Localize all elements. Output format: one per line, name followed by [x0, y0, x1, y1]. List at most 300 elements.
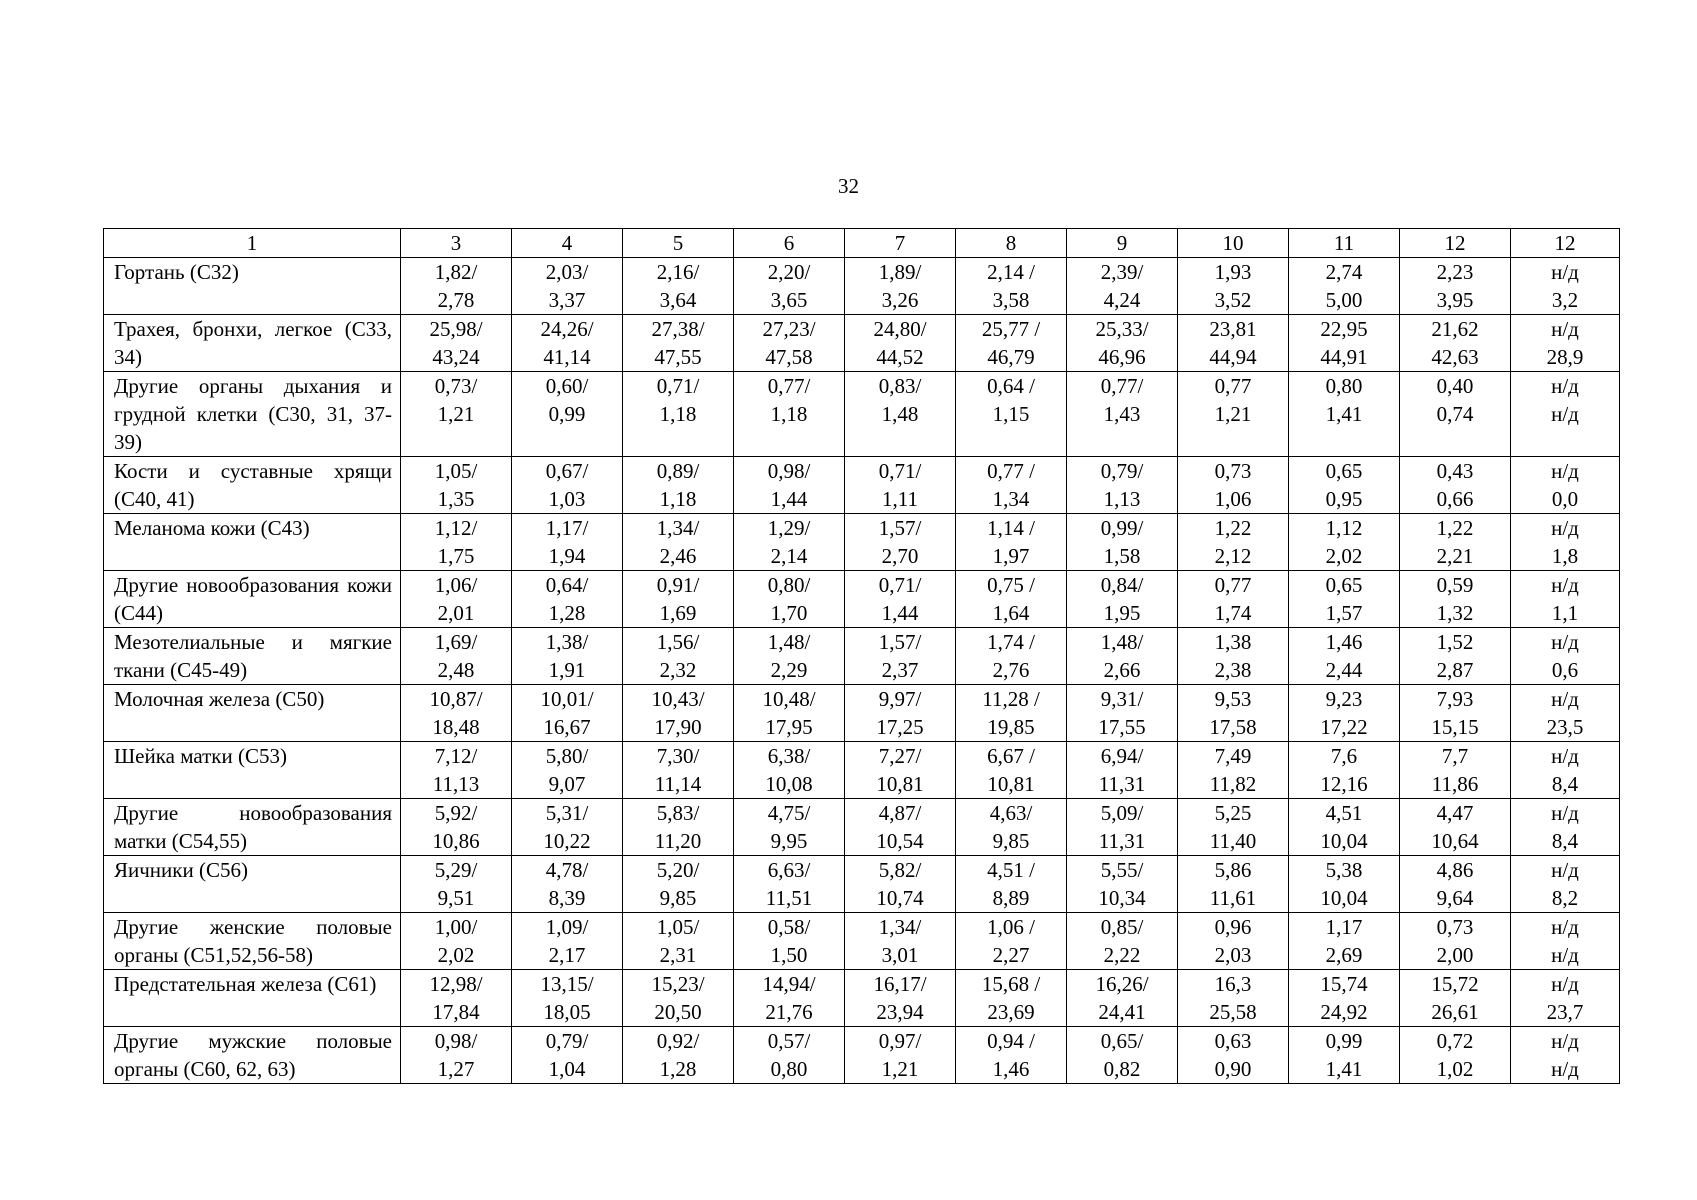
cell-value-top: н/д	[1551, 260, 1579, 284]
cell-value-bottom: 9,07	[548, 772, 586, 796]
cell-value-bottom: 18,48	[432, 715, 480, 739]
table-cell	[401, 799, 512, 856]
cell-value-bottom: 28,9	[1546, 345, 1584, 369]
cell-value-bottom: 0,82	[1103, 1057, 1141, 1081]
cell-value-bottom: 1,58	[1103, 544, 1141, 568]
table-cell	[1511, 856, 1620, 913]
table-cell	[1511, 514, 1620, 571]
cell-value-bottom: 2,66	[1103, 658, 1141, 682]
table-cell	[1178, 1027, 1289, 1084]
table-cell	[623, 1027, 734, 1084]
cell-value-bottom: 1,18	[770, 402, 808, 426]
cell-value-top: 0,71/	[878, 573, 922, 597]
cell-value-top: 1,69/	[434, 630, 478, 654]
cell-value-top: 1,38	[1214, 630, 1252, 654]
cell-value-top: 10,87/	[429, 687, 483, 711]
cell-value-top: 15,74	[1320, 972, 1368, 996]
cell-value-bottom: 1,28	[548, 601, 586, 625]
cell-value-bottom: 3,26	[881, 288, 919, 312]
cell-value-top: 27,23/	[762, 317, 816, 341]
cell-value-top: 24,26/	[540, 317, 594, 341]
cell-value-top: 7,6	[1330, 744, 1358, 768]
cell-value-top: 5,25	[1214, 801, 1252, 825]
cell-value-top: 0,77/	[767, 374, 811, 398]
cell-value-bottom: 1,41	[1325, 402, 1363, 426]
table-row	[104, 913, 1620, 970]
table-row	[104, 457, 1620, 514]
cell-value-bottom: 10,04	[1320, 829, 1368, 853]
cell-value-top: 0,77 /	[987, 459, 1035, 483]
table-cell	[956, 315, 1067, 372]
table-cell	[845, 315, 956, 372]
cell-value-top: н/д	[1551, 573, 1579, 597]
cell-value-bottom: 1,21	[437, 402, 475, 426]
cell-value-bottom: 26,61	[1431, 1000, 1479, 1024]
table-cell	[956, 799, 1067, 856]
cell-value-top: 6,67 /	[987, 744, 1035, 768]
cell-value-top: 1,06/	[434, 573, 478, 597]
cell-value-top: 7,27/	[878, 744, 922, 768]
cell-value-bottom: 10,22	[543, 829, 591, 853]
table-cell	[734, 913, 845, 970]
cell-value-top: 5,86	[1214, 858, 1252, 882]
table-cell	[734, 315, 845, 372]
table-cell	[401, 628, 512, 685]
cell-value-bottom: 11,40	[1209, 829, 1257, 853]
table-cell	[734, 628, 845, 685]
table-row	[104, 571, 1620, 628]
cell-value-bottom: 11,20	[654, 829, 702, 853]
table-cell	[1067, 571, 1178, 628]
cell-value-bottom: 2,00	[1436, 943, 1474, 967]
cell-value-bottom: 3,52	[1214, 288, 1252, 312]
cell-value-bottom: 0,80	[770, 1057, 808, 1081]
cell-value-top: 1,46	[1325, 630, 1363, 654]
cell-value-top: 0,57/	[767, 1029, 811, 1053]
cell-value-bottom: 1,03	[548, 487, 586, 511]
cell-value-top: 4,51	[1325, 801, 1363, 825]
table-cell	[845, 685, 956, 742]
table-cell	[401, 372, 512, 457]
cell-value-bottom: 1,04	[548, 1057, 586, 1081]
column-header: 6	[734, 229, 845, 258]
cell-value-bottom: 23,5	[1546, 715, 1584, 739]
cell-value-top: 0,83/	[878, 374, 922, 398]
table-cell	[1511, 571, 1620, 628]
cell-value-top: 5,20/	[656, 858, 700, 882]
table-cell	[734, 457, 845, 514]
cell-value-top: 9,23	[1325, 687, 1363, 711]
cell-value-top: 1,48/	[767, 630, 811, 654]
table-cell	[734, 514, 845, 571]
table-cell	[623, 514, 734, 571]
cell-value-top: 1,74 /	[987, 630, 1035, 654]
table-cell	[401, 571, 512, 628]
cell-value-top: 0,64 /	[987, 374, 1035, 398]
cell-value-bottom: 11,14	[654, 772, 702, 796]
cell-value-top: 4,75/	[767, 801, 811, 825]
cell-value-top: 0,77	[1214, 374, 1252, 398]
table-cell	[1511, 913, 1620, 970]
cell-value-bottom: 2,32	[659, 658, 697, 682]
cell-value-bottom: 1,57	[1325, 601, 1363, 625]
cell-value-bottom: 1,34	[992, 487, 1030, 511]
cell-value-bottom: 21,76	[765, 1000, 813, 1024]
cell-value-top: 0,80/	[767, 573, 811, 597]
table-cell	[1067, 1027, 1178, 1084]
cell-value-bottom: 19,85	[987, 715, 1035, 739]
cell-value-top: 1,12/	[434, 516, 478, 540]
cell-value-top: н/д	[1551, 374, 1579, 398]
table-row	[104, 372, 1620, 457]
table-cell	[1067, 628, 1178, 685]
table-cell	[1178, 628, 1289, 685]
table-cell	[845, 258, 956, 315]
table-cell	[1400, 258, 1511, 315]
table-cell	[1400, 457, 1511, 514]
table-cell	[512, 1027, 623, 1084]
cell-value-top: 7,12/	[434, 744, 478, 768]
cell-value-bottom: 10,81	[876, 772, 924, 796]
cell-value-bottom: 0,95	[1325, 487, 1363, 511]
table-cell	[1511, 628, 1620, 685]
cell-value-top: 5,38	[1325, 858, 1363, 882]
cell-value-bottom: 0,6	[1551, 658, 1579, 682]
cell-value-bottom: 11,82	[1209, 772, 1257, 796]
table-cell	[1067, 856, 1178, 913]
table-cell	[845, 571, 956, 628]
table-cell	[1289, 685, 1400, 742]
cell-value-bottom: 3,64	[659, 288, 697, 312]
cell-value-bottom: 1,02	[1436, 1057, 1474, 1081]
cell-value-top: 0,72	[1436, 1029, 1474, 1053]
cell-value-bottom: 1,41	[1325, 1057, 1363, 1081]
table-cell	[1178, 856, 1289, 913]
cell-value-top: 15,68 /	[981, 972, 1041, 996]
table-cell	[734, 685, 845, 742]
row-label: Меланома кожи (С43)	[104, 514, 401, 571]
table-cell	[845, 913, 956, 970]
cell-value-top: 24,80/	[873, 317, 927, 341]
table-cell	[401, 970, 512, 1027]
cell-value-bottom: 0,99	[548, 402, 586, 426]
cell-value-top: 1,12	[1325, 516, 1363, 540]
column-header: 10	[1178, 229, 1289, 258]
table-cell	[734, 970, 845, 1027]
cell-value-bottom: 2,03	[1214, 943, 1252, 967]
table-cell	[845, 372, 956, 457]
cell-value-bottom: 3,95	[1436, 288, 1474, 312]
cell-value-bottom: 1,15	[992, 402, 1030, 426]
cell-value-bottom: 2,17	[548, 943, 586, 967]
cell-value-top: 21,62	[1431, 317, 1479, 341]
cell-value-bottom: 2,38	[1214, 658, 1252, 682]
cell-value-top: 5,31/	[545, 801, 589, 825]
table-cell	[845, 970, 956, 1027]
cell-value-top: 22,95	[1320, 317, 1368, 341]
cell-value-top: 0,71/	[878, 459, 922, 483]
table-cell	[1400, 970, 1511, 1027]
cell-value-bottom: 2,29	[770, 658, 808, 682]
table-cell	[1289, 799, 1400, 856]
cell-value-bottom: 2,22	[1103, 943, 1141, 967]
cell-value-bottom: 10,54	[876, 829, 924, 853]
cell-value-bottom: 1,8	[1551, 544, 1579, 568]
column-header: 7	[845, 229, 956, 258]
table-cell	[1289, 258, 1400, 315]
cell-value-bottom: 1,95	[1103, 601, 1141, 625]
cell-value-top: н/д	[1551, 1029, 1579, 1053]
cell-value-top: 1,06 /	[987, 915, 1035, 939]
statistics-table	[103, 228, 1620, 1084]
table-cell	[1511, 799, 1620, 856]
table-cell	[512, 628, 623, 685]
table-body	[104, 258, 1620, 1084]
table-cell	[1067, 372, 1178, 457]
table-cell	[1289, 514, 1400, 571]
table-cell	[512, 970, 623, 1027]
cell-value-top: 10,48/	[762, 687, 816, 711]
cell-value-top: 7,7	[1441, 744, 1469, 768]
table-cell	[1289, 628, 1400, 685]
table-cell	[1400, 372, 1511, 457]
cell-value-bottom: 2,46	[659, 544, 697, 568]
cell-value-bottom: 3,2	[1551, 288, 1579, 312]
cell-value-top: 1,57/	[878, 516, 922, 540]
table-cell	[512, 514, 623, 571]
cell-value-top: 2,03/	[545, 260, 589, 284]
cell-value-bottom: 41,14	[543, 345, 591, 369]
table-cell	[956, 571, 1067, 628]
header-row	[104, 229, 1620, 258]
row-label: Другие новообразования кожи (С44)	[104, 571, 401, 628]
cell-value-bottom: н/д	[1551, 943, 1579, 967]
cell-value-bottom: 0,66	[1436, 487, 1474, 511]
cell-value-bottom: 1,69	[659, 601, 697, 625]
cell-value-bottom: 11,51	[765, 886, 813, 910]
table-cell	[1067, 685, 1178, 742]
table-cell	[845, 799, 956, 856]
table-cell	[1400, 315, 1511, 372]
table-cell	[1067, 970, 1178, 1027]
cell-value-top: 1,22	[1436, 516, 1474, 540]
cell-value-bottom: 10,74	[876, 886, 924, 910]
cell-value-bottom: 3,01	[881, 943, 919, 967]
cell-value-bottom: 11,31	[1098, 829, 1146, 853]
cell-value-top: 0,71/	[656, 374, 700, 398]
cell-value-top: 5,82/	[878, 858, 922, 882]
table-cell	[512, 742, 623, 799]
cell-value-top: 6,38/	[767, 744, 811, 768]
cell-value-top: 4,87/	[878, 801, 922, 825]
cell-value-top: н/д	[1551, 459, 1579, 483]
cell-value-bottom: 1,1	[1551, 601, 1579, 625]
cell-value-bottom: 1,74	[1214, 601, 1252, 625]
table-cell	[1178, 913, 1289, 970]
table-cell	[512, 799, 623, 856]
cell-value-top: 4,51 /	[987, 858, 1035, 882]
cell-value-top: 5,55/	[1100, 858, 1144, 882]
cell-value-top: 0,73	[1436, 915, 1474, 939]
cell-value-top: 9,97/	[878, 687, 922, 711]
table-cell	[401, 514, 512, 571]
cell-value-bottom: 20,50	[654, 1000, 702, 1024]
row-label: Мезотелиальные и мягкие ткани (С45-49)	[104, 628, 401, 685]
cell-value-top: 15,72	[1431, 972, 1479, 996]
cell-value-bottom: 11,61	[1209, 886, 1257, 910]
cell-value-bottom: 10,81	[987, 772, 1035, 796]
cell-value-bottom: 1,28	[659, 1057, 697, 1081]
table-cell	[1289, 372, 1400, 457]
cell-value-bottom: 2,02	[437, 943, 475, 967]
row-label: Яичники (С56)	[104, 856, 401, 913]
table-cell	[845, 457, 956, 514]
table-cell	[1400, 628, 1511, 685]
cell-value-top: 1,17	[1325, 915, 1363, 939]
table-cell	[734, 372, 845, 457]
cell-value-bottom: 2,37	[881, 658, 919, 682]
cell-value-bottom: н/д	[1551, 402, 1579, 426]
row-label: Трахея, бронхи, легкое (С33, 34)	[104, 315, 401, 372]
table-cell	[623, 913, 734, 970]
table-cell	[623, 742, 734, 799]
cell-value-bottom: 8,2	[1551, 886, 1579, 910]
cell-value-top: 1,17/	[545, 516, 589, 540]
table-cell	[1178, 457, 1289, 514]
cell-value-top: 1,34/	[878, 915, 922, 939]
table-cell	[401, 258, 512, 315]
cell-value-top: 1,82/	[434, 260, 478, 284]
cell-value-top: н/д	[1551, 516, 1579, 540]
column-header: 5	[623, 229, 734, 258]
table-cell	[401, 1027, 512, 1084]
cell-value-top: 7,49	[1214, 744, 1252, 768]
cell-value-top: 0,43	[1436, 459, 1474, 483]
cell-value-bottom: 1,91	[548, 658, 586, 682]
cell-value-top: 2,20/	[767, 260, 811, 284]
cell-value-bottom: 12,16	[1320, 772, 1368, 796]
cell-value-top: 0,94 /	[987, 1029, 1035, 1053]
cell-value-bottom: 46,79	[987, 345, 1035, 369]
table-cell	[956, 970, 1067, 1027]
cell-value-top: 1,34/	[656, 516, 700, 540]
cell-value-bottom: 23,94	[876, 1000, 924, 1024]
cell-value-top: 16,17/	[873, 972, 927, 996]
cell-value-bottom: 8,4	[1551, 772, 1579, 796]
cell-value-bottom: 2,21	[1436, 544, 1474, 568]
table-cell	[401, 856, 512, 913]
cell-value-bottom: 1,97	[992, 544, 1030, 568]
cell-value-top: н/д	[1551, 744, 1579, 768]
cell-value-bottom: 1,43	[1103, 402, 1141, 426]
cell-value-bottom: 10,34	[1098, 886, 1146, 910]
row-label: Предстательная железа (С61)	[104, 970, 401, 1027]
cell-value-top: 0,40	[1436, 374, 1474, 398]
table-cell	[512, 856, 623, 913]
cell-value-top: 0,58/	[767, 915, 811, 939]
cell-value-top: 2,14 /	[987, 260, 1035, 284]
table-cell	[1511, 315, 1620, 372]
cell-value-top: 2,23	[1436, 260, 1474, 284]
table-cell	[1178, 258, 1289, 315]
page-number: 32	[838, 174, 859, 198]
cell-value-top: 0,80	[1325, 374, 1363, 398]
cell-value-top: 5,29/	[434, 858, 478, 882]
column-header: 9	[1067, 229, 1178, 258]
cell-value-top: 6,94/	[1100, 744, 1144, 768]
cell-value-bottom: 44,91	[1320, 345, 1368, 369]
column-header: 1	[104, 229, 401, 258]
table-cell	[623, 628, 734, 685]
cell-value-bottom: 23,7	[1546, 1000, 1584, 1024]
cell-value-top: 4,47	[1436, 801, 1474, 825]
cell-value-bottom: 17,22	[1320, 715, 1368, 739]
cell-value-bottom: 0,0	[1551, 487, 1579, 511]
cell-value-top: 1,52	[1436, 630, 1474, 654]
cell-value-bottom: 2,69	[1325, 943, 1363, 967]
cell-value-bottom: 2,78	[437, 288, 475, 312]
table-cell	[512, 457, 623, 514]
cell-value-top: 0,85/	[1100, 915, 1144, 939]
table-cell	[1400, 571, 1511, 628]
cell-value-top: 0,96	[1214, 915, 1252, 939]
cell-value-bottom: 1,13	[1103, 487, 1141, 511]
cell-value-top: 10,43/	[651, 687, 705, 711]
cell-value-top: 5,09/	[1100, 801, 1144, 825]
cell-value-bottom: 1,46	[992, 1057, 1030, 1081]
cell-value-bottom: 4,24	[1103, 288, 1141, 312]
cell-value-bottom: 17,95	[765, 715, 813, 739]
table-cell	[1511, 742, 1620, 799]
cell-value-top: н/д	[1551, 687, 1579, 711]
table-row	[104, 315, 1620, 372]
cell-value-top: 0,60/	[545, 374, 589, 398]
cell-value-bottom: 11,86	[1431, 772, 1479, 796]
cell-value-top: н/д	[1551, 915, 1579, 939]
cell-value-bottom: 2,12	[1214, 544, 1252, 568]
table-cell	[845, 1027, 956, 1084]
cell-value-bottom: 10,64	[1431, 829, 1479, 853]
cell-value-top: 0,89/	[656, 459, 700, 483]
cell-value-bottom: 10,04	[1320, 886, 1368, 910]
table-cell	[845, 628, 956, 685]
cell-value-bottom: 17,55	[1098, 715, 1146, 739]
table-cell	[1289, 1027, 1400, 1084]
cell-value-top: 1,29/	[767, 516, 811, 540]
cell-value-top: 4,86	[1436, 858, 1474, 882]
table-cell	[956, 457, 1067, 514]
cell-value-top: 16,26/	[1095, 972, 1149, 996]
cell-value-bottom: 43,24	[432, 345, 480, 369]
table-cell	[845, 514, 956, 571]
cell-value-bottom: 1,21	[1214, 402, 1252, 426]
table-cell	[956, 372, 1067, 457]
cell-value-top: 1,05/	[656, 915, 700, 939]
table-cell	[845, 856, 956, 913]
cell-value-bottom: 1,27	[437, 1057, 475, 1081]
row-label: Другие органы дыхания и грудной клетки (С30, 31, 37-39)	[104, 372, 401, 457]
cell-value-top: 1,57/	[878, 630, 922, 654]
cell-value-top: 0,98/	[767, 459, 811, 483]
table-cell	[1178, 742, 1289, 799]
cell-value-top: 1,00/	[434, 915, 478, 939]
cell-value-top: 9,31/	[1100, 687, 1144, 711]
table-cell	[1067, 258, 1178, 315]
table-cell	[1178, 970, 1289, 1027]
table-cell	[1178, 799, 1289, 856]
cell-value-bottom: 1,11	[882, 487, 918, 511]
cell-value-top: 0,65/	[1100, 1029, 1144, 1053]
